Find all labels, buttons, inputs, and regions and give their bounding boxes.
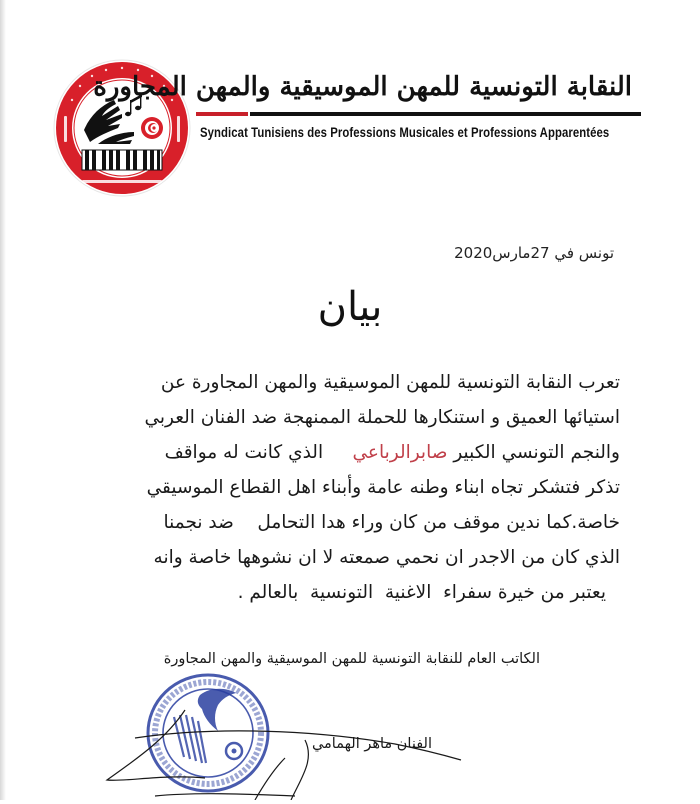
body-line: الذي كان من الاجدر ان نحمي صمعته لا ان نشوهها خاصة وانه [153, 547, 620, 568]
document-title: بيان [317, 284, 383, 330]
body-line-part: والنجم التونسي الكبير [453, 442, 620, 463]
body-line [100, 435, 620, 470]
header-rule-red [196, 112, 248, 116]
body-line: خاصة.كما ندين موقف من كان وراء هدا التحامل ضد نجمنا [163, 512, 620, 533]
signatory-name: الفنان ماهر الهمامي [311, 736, 432, 752]
org-name-french: Syndicat Tunisiens des Professions Musicales et Professions Apparentées [200, 125, 610, 140]
document-date: تونس في 27مارس2020 [454, 244, 614, 262]
body-line: تعرب النقابة التونسية للمهن الموسيقية والمهن المجاورة عن [160, 372, 620, 393]
statement-body [100, 365, 620, 610]
artist-name-highlight: صابرالرباعي [352, 442, 448, 463]
org-name-arabic: النقابة التونسية للمهن الموسيقية والمهن المجاورة [93, 72, 632, 102]
body-line: استيائها العميق و استنكارها للحملة الممنهجة ضد الفنان العربي [144, 407, 620, 428]
page-edge [0, 0, 6, 800]
body-line: يعتبر من خيرة سفراء الاغنية التونسية بالعالم . [237, 582, 606, 603]
body-line-part: الذي كانت له مواقف [164, 442, 324, 463]
body-line: تذكر فتشكر تجاه ابناء وطنه عامة وأبناء اهل القطاع الموسيقي [146, 477, 620, 498]
signatory-title: الكاتب العام للنقابة التونسية للمهن الموسيقية والمهن المجاورة [163, 651, 540, 667]
header-rule-black [250, 112, 641, 116]
